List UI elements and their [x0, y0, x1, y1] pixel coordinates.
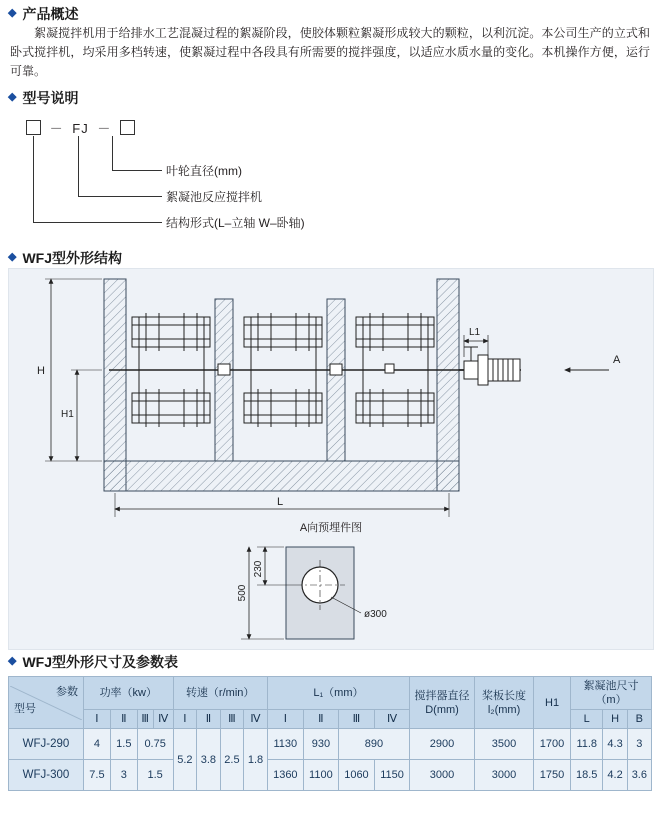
leader-line-v-3 — [33, 136, 34, 222]
cell-l1-i: 1130 — [267, 729, 303, 760]
cell-pool-h: 4.2 — [603, 760, 627, 791]
cell-pool-h: 4.3 — [603, 729, 627, 760]
parameters-table — [8, 676, 652, 791]
header-power-ii: Ⅱ — [110, 710, 137, 729]
header-power-iv: Ⅳ — [153, 710, 173, 729]
structure-drawing — [8, 268, 654, 650]
section-heading-structure — [8, 248, 122, 268]
cell-speed-i: 5.2 — [173, 729, 197, 791]
cell-pool-l: 11.8 — [571, 729, 603, 760]
header-param-label: 参数 — [56, 685, 78, 698]
table-header-row-1 — [9, 677, 652, 710]
header-paddle-length: 桨板长度l₂(mm) — [475, 677, 534, 729]
cell-l1-iv: 1150 — [375, 760, 410, 791]
model-code-diagram — [0, 110, 660, 250]
structure-title: WFJ型外形结构 — [22, 250, 123, 266]
cell-pool-b: 3 — [627, 729, 651, 760]
diamond-bullet-icon: ◆ — [8, 250, 17, 263]
cell-speed-ii: 3.8 — [197, 729, 221, 791]
section-heading-overview — [8, 4, 78, 24]
leader-line-v-2 — [78, 136, 79, 196]
model-title: 型号说明 — [22, 90, 79, 106]
header-speed-iv: Ⅳ — [244, 710, 268, 729]
cell-l1-iii: 1060 — [338, 760, 374, 791]
leader-line-v-1 — [112, 136, 113, 170]
header-speed-ii: Ⅱ — [197, 710, 221, 729]
header-model-label: 型号 — [14, 702, 36, 715]
cell-agitator: 3000 — [410, 760, 475, 791]
model-label-structure: 结构形式(L–立轴 W–卧轴) — [166, 216, 305, 230]
cell-pool-b: 3.6 — [627, 760, 651, 791]
cell-model: WFJ-300 — [9, 760, 84, 791]
leader-line-h-1 — [112, 170, 162, 171]
header-param-model — [9, 677, 84, 729]
header-pool-h: H — [603, 710, 627, 729]
model-label-mixer: 絮凝池反应搅拌机 — [166, 190, 263, 204]
cell-h1: 1700 — [534, 729, 571, 760]
cell-power-i: 4 — [84, 729, 111, 760]
diamond-bullet-icon: ◆ — [8, 90, 17, 103]
overview-title: 产品概述 — [22, 6, 79, 22]
header-pool-size: 絮凝池尺寸（m） — [571, 677, 652, 710]
header-l1: L₁（mm） — [267, 677, 409, 710]
header-power-iii: Ⅲ — [137, 710, 153, 729]
svg-text:H1: H1 — [61, 409, 74, 420]
cell-pool-l: 18.5 — [571, 760, 603, 791]
header-power: 功率（kw） — [84, 677, 174, 710]
leader-line-h-2 — [78, 196, 162, 197]
diamond-bullet-icon: ◆ — [8, 6, 17, 19]
cell-speed-iv: 1.8 — [244, 729, 268, 791]
header-l1-iii: Ⅲ — [338, 710, 374, 729]
cell-l1-iii: 890 — [338, 729, 409, 760]
model-label-impeller: 叶轮直径(mm) — [166, 164, 242, 178]
diamond-bullet-icon: ◆ — [8, 654, 17, 667]
model-code-pattern: － FJ － — [26, 118, 135, 137]
cell-power-iii: 0.75 — [137, 729, 173, 760]
header-power-i: Ⅰ — [84, 710, 111, 729]
svg-text:L1: L1 — [469, 327, 481, 338]
svg-text:A向预埋件图: A向预埋件图 — [299, 522, 363, 534]
header-h1: H1 — [534, 677, 571, 729]
cell-power-ii: 3 — [110, 760, 137, 791]
model-code-box-2 — [120, 120, 135, 135]
cell-agitator: 2900 — [410, 729, 475, 760]
header-speed-i: Ⅰ — [173, 710, 197, 729]
table-body — [9, 729, 652, 791]
svg-text:500: 500 — [237, 584, 248, 602]
table-row — [9, 729, 652, 760]
overview-paragraph: 絮凝搅拌机用于给排水工艺混凝过程的絮凝阶段，使胶体颗粒絮凝形成较大的颗粒，以利沉淀。本公司生产的立式和卧式搅拌机，均采用多档转速，使絮凝过程中各段具有所需要的搅拌强度，以适应水质水量的变化。本机操作方便，运行可靠。 — [10, 26, 650, 78]
section-heading-model — [8, 88, 78, 108]
cell-paddle: 3500 — [475, 729, 534, 760]
cell-l1-i: 1360 — [267, 760, 303, 791]
cell-power-i: 7.5 — [84, 760, 111, 791]
svg-text:H: H — [37, 365, 45, 377]
table-title: WFJ型外形尺寸及参数表 — [22, 654, 179, 670]
cell-paddle: 3000 — [475, 760, 534, 791]
table-head — [9, 677, 652, 729]
cell-l1-ii: 1100 — [303, 760, 338, 791]
header-speed-iii: Ⅲ — [220, 710, 244, 729]
structure-drawing-svg — [9, 269, 653, 649]
header-l1-iv: Ⅳ — [375, 710, 410, 729]
header-diagonal-line — [10, 686, 82, 720]
cell-h1: 1750 — [534, 760, 571, 791]
cell-power-ii: 1.5 — [110, 729, 137, 760]
svg-text:ø300: ø300 — [364, 609, 387, 620]
section-heading-table — [8, 652, 178, 672]
svg-text:L: L — [277, 496, 284, 508]
header-l1-ii: Ⅱ — [303, 710, 338, 729]
cell-l1-ii: 930 — [303, 729, 338, 760]
svg-text:230: 230 — [253, 560, 264, 578]
cell-speed-iii: 2.5 — [220, 729, 244, 791]
cell-power-iii: 1.5 — [137, 760, 173, 791]
cell-model: WFJ-290 — [9, 729, 84, 760]
leader-line-h-3 — [33, 222, 162, 223]
header-agitator-diameter: 搅拌器直径D(mm) — [410, 677, 475, 729]
header-speed: 转速（r/min） — [173, 677, 267, 710]
model-code-fj: FJ — [72, 121, 89, 136]
svg-text:A: A — [613, 354, 621, 366]
header-pool-l: L — [571, 710, 603, 729]
header-pool-b: B — [627, 710, 651, 729]
header-l1-i: Ⅰ — [267, 710, 303, 729]
table-row — [9, 760, 652, 791]
model-code-box-1 — [26, 120, 41, 135]
